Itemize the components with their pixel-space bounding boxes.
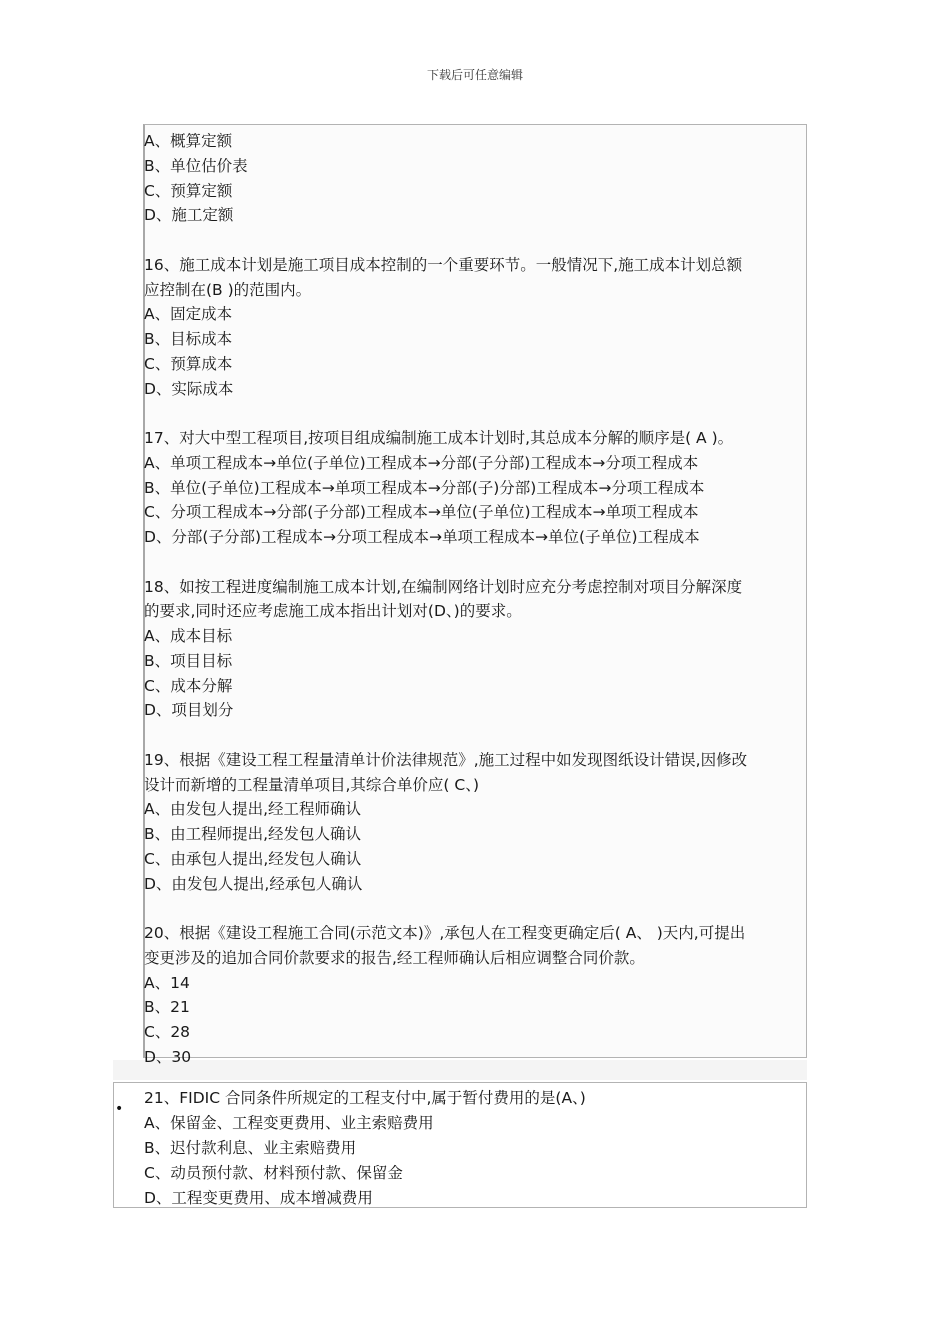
block1-line: D、30 <box>144 1047 192 1066</box>
block1-line: 19、根据《建设工程工程量清单计价法律规范》,施工过程中如发现图纸设计错误,因修改 <box>144 750 748 769</box>
block1-line: A、单项工程成本→单位(子单位)工程成本→分部(子分部)工程成本→分项工程成本 <box>144 453 699 472</box>
block1-line: D、项目划分 <box>144 701 234 720</box>
block1-line: A、由发包人提出,经工程师确认 <box>144 800 362 819</box>
block1-line: D、施工定额 <box>144 206 234 225</box>
block1-line: B、由工程师提出,经发包人确认 <box>144 825 362 843</box>
block1-line: 17、对大中型工程项目,按项目组成编制施工成本计划时,其总成本分解的顺序是( A )。 <box>144 429 734 447</box>
block1-line: 16、施工成本计划是施工项目成本控制的一个重要环节。一般情况下,施工成本计划总额 <box>144 255 743 274</box>
block1-line: B、目标成本 <box>144 330 233 348</box>
bullet-icon: • <box>115 1101 124 1117</box>
block1-line: 变更涉及的追加合同价款要求的报告,经工程师确认后相应调整合同价款。 <box>144 948 645 967</box>
block1-line: C、28 <box>144 1023 191 1041</box>
block1-line: C、预算定额 <box>144 181 233 200</box>
block1-line: C、由承包人提出,经发包人确认 <box>144 849 362 868</box>
box-gap <box>113 1060 807 1080</box>
block1-line: C、分项工程成本→分部(子分部)工程成本→单位(子单位)工程成本→单项工程成本 <box>144 503 699 522</box>
page-header: 下载后可任意编辑 <box>426 68 523 82</box>
block1-line: B、项目目标 <box>144 651 233 670</box>
block1-line: A、固定成本 <box>144 305 233 324</box>
block1-line: D、实际成本 <box>144 379 234 398</box>
block2-line: C、动员预付款、材料预付款、保留金 <box>144 1164 403 1182</box>
block1-line: 的要求,同时还应考虑施工成本指出计划对(D、)的要求。 <box>144 602 522 621</box>
block2-line: 21、FIDIC 合同条件所规定的工程支付中,属于暂付费用的是(A、) <box>144 1089 586 1107</box>
block2-line: B、迟付款利息、业主索赔费用 <box>144 1139 357 1157</box>
block1-line: D、由发包人提出,经承包人确认 <box>144 874 363 893</box>
block1-line: 18、如按工程进度编制施工成本计划,在编制网络计划时应充分考虑控制对项目分解深度 <box>144 577 743 596</box>
block1-line: B、21 <box>144 998 190 1017</box>
block1-line: 20、根据《建设工程施工合同(示范文本)》,承包人在工程变更确定后( A、 )天内,可提出 <box>144 924 746 942</box>
block1-line: B、单位(子单位)工程成本→单项工程成本→分部(子)分部)工程成本→分项工程成本 <box>144 478 705 497</box>
block1-line: C、成本分解 <box>144 676 233 695</box>
block1-line: A、概算定额 <box>144 132 233 150</box>
block1-line: B、单位估价表 <box>144 156 248 175</box>
block2-line: A、保留金、工程变更费用、业主索赔费用 <box>144 1114 434 1132</box>
block2-line: D、工程变更费用、成本增减费用 <box>144 1189 373 1207</box>
block1-line: 应控制在(B )的范围内。 <box>144 280 312 299</box>
block1-line: 设计而新增的工程量清单项目,其综合单价应( C、) <box>144 775 480 794</box>
block1-line: A、14 <box>144 973 190 992</box>
block1-line: D、分部(子分部)工程成本→分项工程成本→单项工程成本→单位(子单位)工程成本 <box>144 528 700 546</box>
block1-line: C、预算成本 <box>144 354 233 373</box>
block1-line: A、成本目标 <box>144 627 233 645</box>
